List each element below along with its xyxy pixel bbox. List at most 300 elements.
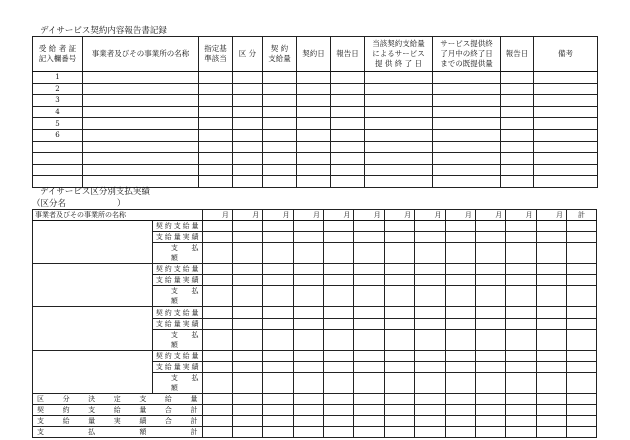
- empty-cell: [433, 141, 501, 153]
- value-cell: [415, 361, 445, 372]
- empty-cell: [233, 141, 263, 153]
- value-cell: [536, 329, 566, 350]
- empty-cell: [83, 153, 199, 165]
- value-cell: [536, 416, 566, 427]
- row-number-cell: 1: [33, 72, 83, 84]
- value-cell: [567, 318, 597, 329]
- value-cell: [354, 416, 384, 427]
- value-cell: [202, 416, 232, 427]
- value-cell: [354, 286, 384, 307]
- summary-label: 区分決定支給量: [33, 393, 203, 404]
- value-cell: [232, 372, 262, 393]
- value-cell: [354, 243, 384, 264]
- row-label: 支給量実績: [152, 361, 202, 372]
- value-cell: [324, 393, 354, 404]
- empty-cell: [433, 106, 501, 118]
- row-number-cell: 5: [33, 118, 83, 130]
- value-cell: [567, 416, 597, 427]
- value-cell: [324, 286, 354, 307]
- value-cell: [354, 264, 384, 275]
- value-cell: [415, 350, 445, 361]
- empty-cell: [501, 118, 534, 130]
- value-cell: [324, 318, 354, 329]
- value-cell: [536, 275, 566, 286]
- empty-cell: [501, 106, 534, 118]
- value-cell: [475, 275, 505, 286]
- row-number-cell: 4: [33, 106, 83, 118]
- value-cell: [354, 329, 384, 350]
- value-cell: [506, 307, 536, 318]
- empty-cell: [433, 153, 501, 165]
- value-cell: [567, 404, 597, 415]
- month-header: 月: [293, 210, 323, 221]
- value-cell: [202, 318, 232, 329]
- column-header-line: サービス提供終: [440, 39, 493, 48]
- value-cell: [415, 221, 445, 232]
- value-cell: [536, 232, 566, 243]
- month-header: 月: [475, 210, 505, 221]
- empty-cell: [534, 129, 598, 141]
- value-cell: [536, 427, 566, 438]
- value-cell: [263, 275, 293, 286]
- value-cell: [202, 427, 232, 438]
- value-cell: [324, 264, 354, 275]
- empty-cell: [199, 72, 233, 84]
- column-header-line: 報告日: [336, 49, 359, 58]
- value-cell: [202, 372, 232, 393]
- value-cell: [293, 361, 323, 372]
- month-header: 月: [506, 210, 536, 221]
- value-cell: [415, 393, 445, 404]
- value-cell: [475, 350, 505, 361]
- value-cell: [263, 318, 293, 329]
- value-cell: [232, 329, 262, 350]
- value-cell: [232, 350, 262, 361]
- value-cell: [415, 275, 445, 286]
- row-number-cell: [33, 153, 83, 165]
- empty-cell: [433, 176, 501, 188]
- value-cell: [293, 329, 323, 350]
- value-cell: [202, 243, 232, 264]
- value-cell: [324, 427, 354, 438]
- summary-row: [33, 416, 597, 427]
- value-cell: [354, 318, 384, 329]
- row-number-cell: [33, 164, 83, 176]
- value-cell: [202, 307, 232, 318]
- value-cell: [263, 416, 293, 427]
- value-cell: [232, 361, 262, 372]
- empty-cell: [83, 129, 199, 141]
- value-cell: [232, 318, 262, 329]
- table-row: [33, 95, 598, 107]
- value-cell: [536, 221, 566, 232]
- empty-cell: [233, 106, 263, 118]
- value-cell: [324, 243, 354, 264]
- empty-cell: [331, 72, 365, 84]
- empty-cell: [199, 153, 233, 165]
- row-label: 支給量実績: [152, 232, 202, 243]
- value-cell: [506, 329, 536, 350]
- column-header-line: 報告日: [505, 49, 529, 58]
- empty-cell: [501, 164, 534, 176]
- value-cell: [202, 264, 232, 275]
- value-cell: [384, 232, 414, 243]
- value-cell: [475, 232, 505, 243]
- empty-cell: [297, 72, 331, 84]
- value-cell: [324, 350, 354, 361]
- business-name-cell: [33, 307, 153, 350]
- empty-cell: [263, 153, 297, 165]
- value-cell: [293, 404, 323, 415]
- value-cell: [445, 416, 475, 427]
- value-cell: [475, 286, 505, 307]
- row-label: 契約支給量: [152, 221, 202, 232]
- value-cell: [232, 286, 262, 307]
- empty-cell: [199, 141, 233, 153]
- value-cell: [384, 286, 414, 307]
- value-cell: [475, 264, 505, 275]
- month-header: 月: [202, 210, 232, 221]
- value-cell: [384, 361, 414, 372]
- empty-cell: [297, 95, 331, 107]
- value-cell: [263, 372, 293, 393]
- value-cell: [354, 275, 384, 286]
- value-cell: [354, 232, 384, 243]
- value-cell: [384, 329, 414, 350]
- value-cell: [384, 393, 414, 404]
- value-cell: [202, 275, 232, 286]
- empty-cell: [199, 176, 233, 188]
- row-label: 支 払 額: [152, 329, 202, 350]
- value-cell: [415, 404, 445, 415]
- column-header: [433, 37, 501, 72]
- value-cell: [536, 318, 566, 329]
- empty-cell: [534, 72, 598, 84]
- empty-cell: [83, 164, 199, 176]
- value-cell: [293, 318, 323, 329]
- column-header-line: 指定基: [204, 44, 227, 53]
- value-cell: [293, 232, 323, 243]
- section1-title: デイサービス契約内容報告書記録: [40, 26, 167, 36]
- value-cell: [202, 361, 232, 372]
- table-row: [33, 164, 598, 176]
- contract-report-table: [32, 36, 598, 188]
- empty-cell: [83, 83, 199, 95]
- value-cell: [445, 350, 475, 361]
- empty-cell: [83, 141, 199, 153]
- value-cell: [232, 264, 262, 275]
- empty-cell: [233, 83, 263, 95]
- value-cell: [384, 264, 414, 275]
- value-cell: [293, 221, 323, 232]
- month-header: 月: [445, 210, 475, 221]
- value-cell: [293, 393, 323, 404]
- value-cell: [232, 243, 262, 264]
- value-cell: [475, 221, 505, 232]
- value-cell: [415, 264, 445, 275]
- column-header-line: 事業者及びその事業所の名称: [91, 49, 190, 58]
- row-label: 契約支給量: [152, 264, 202, 275]
- value-cell: [202, 350, 232, 361]
- value-cell: [415, 329, 445, 350]
- empty-cell: [534, 176, 598, 188]
- value-cell: [475, 243, 505, 264]
- empty-cell: [83, 72, 199, 84]
- value-cell: [232, 416, 262, 427]
- value-cell: [384, 243, 414, 264]
- empty-cell: [365, 164, 433, 176]
- value-cell: [324, 221, 354, 232]
- empty-cell: [365, 72, 433, 84]
- month-header: 月: [415, 210, 445, 221]
- empty-cell: [297, 141, 331, 153]
- value-cell: [506, 404, 536, 415]
- value-cell: [324, 275, 354, 286]
- value-cell: [506, 318, 536, 329]
- value-cell: [567, 350, 597, 361]
- empty-cell: [233, 129, 263, 141]
- empty-cell: [534, 153, 598, 165]
- empty-cell: [501, 83, 534, 95]
- empty-cell: [534, 164, 598, 176]
- month-header: 月: [232, 210, 262, 221]
- table-row: [33, 129, 598, 141]
- value-cell: [354, 427, 384, 438]
- value-cell: [506, 350, 536, 361]
- row-label: 契約支給量: [152, 307, 202, 318]
- value-cell: [263, 404, 293, 415]
- value-cell: [536, 264, 566, 275]
- empty-cell: [331, 176, 365, 188]
- business-name-cell: [33, 221, 153, 264]
- empty-cell: [534, 106, 598, 118]
- value-cell: [354, 404, 384, 415]
- table-row: [33, 221, 597, 232]
- column-header-line: 契 約: [270, 44, 289, 53]
- value-cell: [324, 361, 354, 372]
- value-cell: [567, 361, 597, 372]
- value-cell: [475, 318, 505, 329]
- value-cell: [475, 416, 505, 427]
- value-cell: [324, 329, 354, 350]
- value-cell: [567, 243, 597, 264]
- value-cell: [536, 404, 566, 415]
- value-cell: [567, 275, 597, 286]
- empty-cell: [365, 153, 433, 165]
- column-header: [501, 37, 534, 72]
- value-cell: [354, 307, 384, 318]
- value-cell: [475, 404, 505, 415]
- value-cell: [445, 221, 475, 232]
- value-cell: [232, 232, 262, 243]
- empty-cell: [297, 176, 331, 188]
- empty-cell: [199, 118, 233, 130]
- value-cell: [506, 232, 536, 243]
- value-cell: [232, 393, 262, 404]
- empty-cell: [433, 95, 501, 107]
- column-header-line: 当該契約支給量: [372, 39, 425, 48]
- empty-cell: [263, 106, 297, 118]
- row-label: 支 払 額: [152, 243, 202, 264]
- section2-title: デイサービス区分別支払実績: [40, 187, 150, 197]
- empty-cell: [331, 106, 365, 118]
- summary-label: 契約支給量合計: [33, 404, 203, 415]
- value-cell: [445, 361, 475, 372]
- value-cell: [506, 275, 536, 286]
- empty-cell: [233, 95, 263, 107]
- empty-cell: [433, 72, 501, 84]
- empty-cell: [297, 106, 331, 118]
- empty-cell: [83, 95, 199, 107]
- section2-subtitle: （区分名 ）: [32, 199, 126, 209]
- value-cell: [354, 221, 384, 232]
- value-cell: [567, 393, 597, 404]
- row-number-cell: 6: [33, 129, 83, 141]
- value-cell: [232, 307, 262, 318]
- column-header-line: 支給量: [268, 54, 291, 63]
- table-row: [33, 72, 598, 84]
- value-cell: [415, 318, 445, 329]
- empty-cell: [433, 83, 501, 95]
- value-cell: [293, 350, 323, 361]
- empty-cell: [199, 95, 233, 107]
- value-cell: [293, 264, 323, 275]
- value-cell: [263, 221, 293, 232]
- value-cell: [506, 393, 536, 404]
- empty-cell: [534, 141, 598, 153]
- business-name-cell: [33, 264, 153, 307]
- empty-cell: [297, 153, 331, 165]
- empty-cell: [199, 129, 233, 141]
- table-header-row: [33, 210, 597, 221]
- value-cell: [475, 393, 505, 404]
- value-cell: [354, 372, 384, 393]
- value-cell: [445, 275, 475, 286]
- value-cell: [293, 286, 323, 307]
- empty-cell: [331, 83, 365, 95]
- summary-row: [33, 427, 597, 438]
- value-cell: [263, 307, 293, 318]
- value-cell: [263, 329, 293, 350]
- value-cell: [384, 307, 414, 318]
- empty-cell: [534, 118, 598, 130]
- value-cell: [567, 372, 597, 393]
- table-row: [33, 307, 597, 318]
- empty-cell: [433, 129, 501, 141]
- summary-row: [33, 393, 597, 404]
- empty-cell: [331, 129, 365, 141]
- empty-cell: [433, 164, 501, 176]
- summary-label: 支給量実績合計: [33, 416, 203, 427]
- summary-row: [33, 404, 597, 415]
- value-cell: [384, 318, 414, 329]
- empty-cell: [501, 129, 534, 141]
- empty-cell: [263, 176, 297, 188]
- empty-cell: [263, 95, 297, 107]
- empty-cell: [365, 141, 433, 153]
- value-cell: [384, 221, 414, 232]
- empty-cell: [534, 95, 598, 107]
- value-cell: [536, 350, 566, 361]
- empty-cell: [331, 153, 365, 165]
- value-cell: [415, 307, 445, 318]
- table-row: [33, 153, 598, 165]
- empty-cell: [297, 164, 331, 176]
- value-cell: [263, 350, 293, 361]
- value-cell: [445, 307, 475, 318]
- value-cell: [263, 264, 293, 275]
- value-cell: [445, 232, 475, 243]
- value-cell: [445, 243, 475, 264]
- empty-cell: [331, 95, 365, 107]
- empty-cell: [365, 118, 433, 130]
- value-cell: [536, 393, 566, 404]
- row-label: 支 払 額: [152, 286, 202, 307]
- empty-cell: [501, 141, 534, 153]
- empty-cell: [365, 129, 433, 141]
- empty-cell: [233, 164, 263, 176]
- empty-cell: [263, 129, 297, 141]
- value-cell: [415, 372, 445, 393]
- column-header-line: 区 分: [238, 49, 257, 58]
- empty-cell: [365, 106, 433, 118]
- column-header-line: 契約日: [302, 49, 325, 58]
- value-cell: [475, 361, 505, 372]
- empty-cell: [83, 106, 199, 118]
- column-header-line: 準該当: [204, 54, 227, 63]
- column-header: [534, 37, 598, 72]
- value-cell: [293, 427, 323, 438]
- column-header: [33, 37, 83, 72]
- column-header: [263, 37, 297, 72]
- value-cell: [293, 372, 323, 393]
- value-cell: [415, 286, 445, 307]
- table-row: [33, 83, 598, 95]
- total-header: 計: [567, 210, 597, 221]
- value-cell: [384, 350, 414, 361]
- empty-cell: [433, 118, 501, 130]
- row-number-cell: 2: [33, 83, 83, 95]
- value-cell: [354, 350, 384, 361]
- empty-cell: [83, 118, 199, 130]
- value-cell: [293, 275, 323, 286]
- empty-cell: [233, 72, 263, 84]
- value-cell: [263, 286, 293, 307]
- value-cell: [567, 232, 597, 243]
- column-header-line: 備考: [558, 49, 573, 58]
- month-header: 月: [354, 210, 384, 221]
- empty-cell: [501, 72, 534, 84]
- value-cell: [567, 286, 597, 307]
- value-cell: [232, 221, 262, 232]
- summary-label: 支払額計: [33, 427, 203, 438]
- empty-cell: [365, 95, 433, 107]
- empty-cell: [501, 153, 534, 165]
- empty-cell: [297, 129, 331, 141]
- month-header: 月: [384, 210, 414, 221]
- value-cell: [567, 427, 597, 438]
- value-cell: [445, 264, 475, 275]
- value-cell: [445, 372, 475, 393]
- value-cell: [354, 361, 384, 372]
- value-cell: [324, 307, 354, 318]
- value-cell: [354, 393, 384, 404]
- value-cell: [293, 307, 323, 318]
- empty-cell: [263, 118, 297, 130]
- value-cell: [202, 404, 232, 415]
- empty-cell: [331, 118, 365, 130]
- value-cell: [567, 221, 597, 232]
